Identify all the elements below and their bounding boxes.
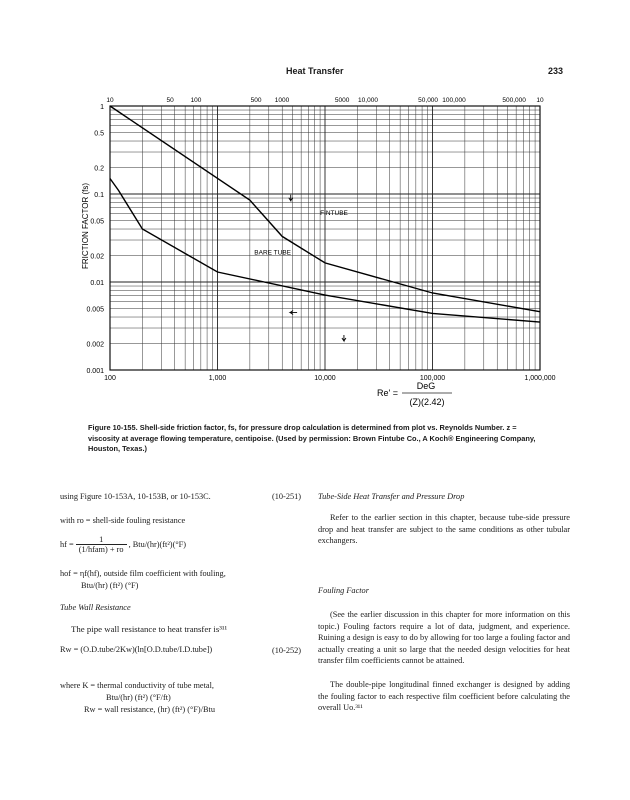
friction-factor-chart [60, 88, 570, 418]
hof-line-1: hof = ηf(hf), outside film coefficient with fouling, [60, 569, 226, 578]
x-formula-lhs: Re' = [377, 388, 398, 398]
x-tick-label: 1,000,000 [524, 375, 556, 382]
hof-line-2: Btu/(hr) (ft²) (°F) [81, 581, 139, 590]
y-tick-label: 1 [100, 104, 104, 111]
top-scale-label: 10 [106, 97, 114, 104]
eq-number-10-251: (10-251) [272, 492, 302, 501]
y-tick-label: 0.05 [90, 218, 104, 226]
double-pipe-paragraph: The double-pipe longitudinal finned exchanger is designed by adding the fouling factor to each respective film coefficient before calculating the overall Uo.³¹¹ [318, 680, 570, 713]
where-line-3: Rw = wall resistance, (hr) (ft²) (°F)/Btu [84, 705, 215, 714]
annotation-bare-tube: BARE TUBE [254, 249, 292, 257]
top-scale-label: 500,000 [502, 97, 526, 104]
x-formula-denominator: (Z)(2.42) [409, 397, 445, 407]
tube-side-paragraph: Refer to the earlier section in this chapter, because tube-side pressure drop and heat transfer are subject to the same conditions as other tubular exchangers. [318, 513, 570, 546]
top-scale-label: 500 [250, 97, 262, 104]
fouling-factor-heading: Fouling Factor [318, 586, 369, 595]
where-line-2: Btu/(hr) (ft²) (°F/ft) [106, 693, 171, 702]
where-line-1: where K = thermal conductivity of tube metal, [60, 681, 214, 690]
tube-side-heading: Tube-Side Heat Transfer and Pressure Drop [318, 492, 465, 501]
wall-resistance-text: The pipe wall resistance to heat transfer is³¹¹ [71, 624, 228, 634]
y-tick-label: 0.005 [86, 306, 104, 314]
x-tick-label: 100 [104, 375, 116, 382]
y-tick-label: 0.02 [90, 253, 104, 261]
eq-number-10-252: (10-252) [272, 646, 302, 655]
top-scale-label: 10 [536, 97, 544, 104]
y-tick-label: 0.002 [86, 341, 104, 349]
rw-formula: Rw = (O.D.tube/2Kw)(ln[O.D.tube/I.D.tube]) [60, 645, 213, 654]
y-tick-label: 0.2 [94, 165, 104, 173]
arrow-marker [342, 335, 346, 341]
page-number: 233 [548, 66, 564, 76]
caption-label: Figure 10-155. [88, 423, 138, 432]
caption-text: Shell-side friction factor, fs, for pressure drop calculation is determined from plot vs. Reynolds Number. z = viscosity at average flowing temperature, centipoise. (Used by permission: Brown Fintube Co., A Koch® Engineering Company, Houston, Texas.) [88, 423, 536, 453]
top-scale-label: 10,000 [358, 97, 378, 104]
hf-denominator: (1/hfam) + ro [78, 545, 124, 554]
y-tick-label: 0.1 [94, 192, 104, 199]
hf-lhs: hf = [60, 540, 74, 549]
x-tick-label: 100,000 [419, 375, 446, 382]
running-header-title: Heat Transfer [286, 66, 344, 76]
hf-equation [60, 535, 186, 554]
x-tick-label: 1,000 [208, 375, 227, 382]
x-tick-label: 10,000 [314, 375, 336, 382]
fouling-paragraph: (See the earlier discussion in this chapter for more information on this topic.) Fouling factors require a lot of data, judgment, and experience. Ruining a design is easy to do by allowing for too large a fouling factor and actually creating a unit so large that the needed design velocities for heat transfer film coefficients cannot be attained. [318, 610, 570, 666]
y-tick-label: 0.5 [94, 130, 104, 138]
hf-numerator: 1 [76, 535, 127, 545]
arrow-marker [290, 311, 297, 315]
top-scale-label: 5000 [334, 97, 350, 104]
y-tick-label: 0.01 [90, 280, 104, 287]
x-axis-formula [377, 381, 452, 407]
hf-units: , Btu/(hr)(ft²)(°F) [128, 540, 187, 549]
top-scale-label: 50,000 [418, 97, 439, 104]
top-scale-label: 100,000 [442, 97, 466, 104]
tube-wall-heading: Tube Wall Resistance [60, 603, 131, 612]
top-scale-label: 100 [190, 97, 202, 104]
y-tick-label: 0.001 [86, 368, 104, 375]
y-axis-label: FRICTION FACTOR (fs) [81, 182, 90, 270]
annotation-fintube: FINTUBE [320, 209, 348, 217]
arrow-marker [289, 195, 293, 201]
top-scale-label: 50 [166, 97, 174, 104]
intro-line: using Figure 10-153A, 10-153B, or 10-153C. [60, 492, 211, 501]
x-formula-numerator: DeG [416, 381, 436, 391]
figure-caption [88, 423, 548, 455]
top-scale-label: 1000 [274, 97, 290, 104]
with-ro-line: with ro = shell-side fouling resistance [60, 516, 186, 525]
